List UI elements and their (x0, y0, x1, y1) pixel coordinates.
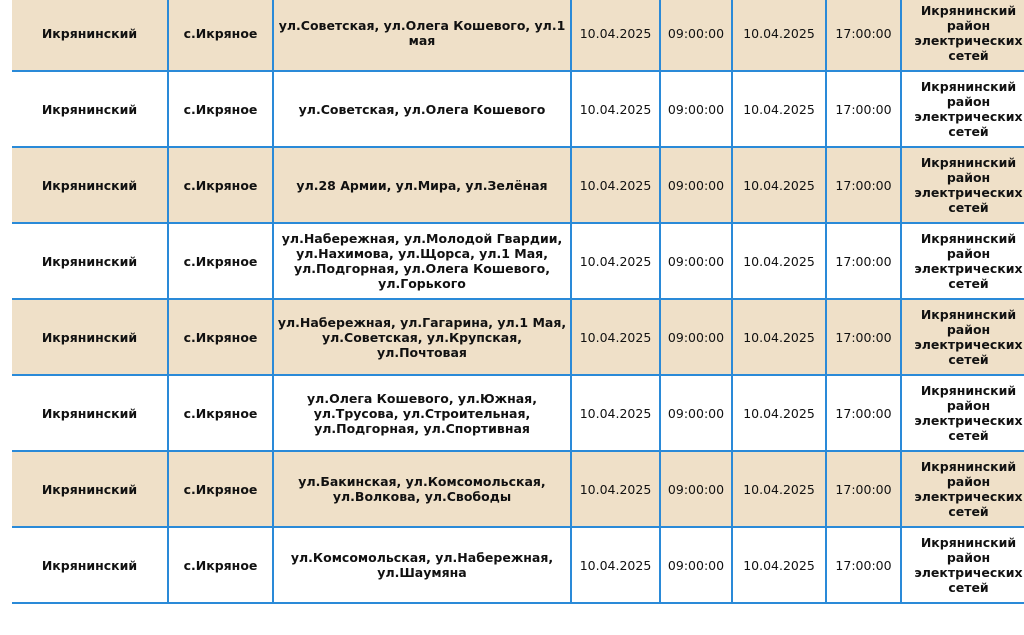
streets-cell: ул.28 Армии, ул.Мира, ул.Зелёная (273, 147, 571, 223)
organization-cell: Икрянинский район электрических сетей (901, 147, 1024, 223)
settlement-cell: с.Икряное (168, 451, 273, 527)
organization-cell: Икрянинский район электрических сетей (901, 71, 1024, 147)
district-cell: Икрянинский (12, 299, 168, 375)
district-cell: Икрянинский (12, 0, 168, 71)
end-date-cell: 10.04.2025 (732, 527, 826, 603)
start-date-cell: 10.04.2025 (571, 71, 660, 147)
end-time-cell: 17:00:00 (826, 299, 901, 375)
district-cell: Икрянинский (12, 451, 168, 527)
streets-cell: ул.Набережная, ул.Гагарина, ул.1 Мая, ул.Советская, ул.Крупская, ул.Почтовая (273, 299, 571, 375)
table-row (12, 451, 1024, 527)
table-row (12, 0, 1024, 71)
district-cell: Икрянинский (12, 527, 168, 603)
outage-schedule-table (12, 0, 1024, 604)
end-date-cell: 10.04.2025 (732, 223, 826, 299)
organization-cell: Икрянинский район электрических сетей (901, 0, 1024, 71)
start-date-cell: 10.04.2025 (571, 147, 660, 223)
district-cell: Икрянинский (12, 71, 168, 147)
settlement-cell: с.Икряное (168, 527, 273, 603)
start-time-cell: 09:00:00 (660, 147, 732, 223)
start-time-cell: 09:00:00 (660, 0, 732, 71)
start-time-cell: 09:00:00 (660, 299, 732, 375)
end-time-cell: 17:00:00 (826, 147, 901, 223)
end-date-cell: 10.04.2025 (732, 299, 826, 375)
settlement-cell: с.Икряное (168, 299, 273, 375)
end-time-cell: 17:00:00 (826, 451, 901, 527)
end-time-cell: 17:00:00 (826, 223, 901, 299)
start-date-cell: 10.04.2025 (571, 375, 660, 451)
end-time-cell: 17:00:00 (826, 0, 901, 71)
streets-cell: ул.Бакинская, ул.Комсомольская, ул.Волкова, ул.Свободы (273, 451, 571, 527)
streets-cell: ул.Советская, ул.Олега Кошевого, ул.1 мая (273, 0, 571, 71)
end-time-cell: 17:00:00 (826, 527, 901, 603)
streets-cell: ул.Набережная, ул.Молодой Гвардии, ул.Нахимова, ул.Щорса, ул.1 Мая, ул.Подгорная, ул.Олега Кошевого, ул.Горького (273, 223, 571, 299)
settlement-cell: с.Икряное (168, 223, 273, 299)
settlement-cell: с.Икряное (168, 71, 273, 147)
table-body (12, 0, 1024, 603)
start-date-cell: 10.04.2025 (571, 527, 660, 603)
table-row (12, 527, 1024, 603)
settlement-cell: с.Икряное (168, 0, 273, 71)
start-date-cell: 10.04.2025 (571, 223, 660, 299)
end-time-cell: 17:00:00 (826, 375, 901, 451)
end-time-cell: 17:00:00 (826, 71, 901, 147)
organization-cell: Икрянинский район электрических сетей (901, 375, 1024, 451)
district-cell: Икрянинский (12, 147, 168, 223)
start-time-cell: 09:00:00 (660, 451, 732, 527)
start-time-cell: 09:00:00 (660, 71, 732, 147)
end-date-cell: 10.04.2025 (732, 375, 826, 451)
organization-cell: Икрянинский район электрических сетей (901, 527, 1024, 603)
organization-cell: Икрянинский район электрических сетей (901, 451, 1024, 527)
settlement-cell: с.Икряное (168, 147, 273, 223)
start-time-cell: 09:00:00 (660, 223, 732, 299)
start-time-cell: 09:00:00 (660, 375, 732, 451)
streets-cell: ул.Олега Кошевого, ул.Южная, ул.Трусова, ул.Строительная, ул.Подгорная, ул.Спортивная (273, 375, 571, 451)
end-date-cell: 10.04.2025 (732, 451, 826, 527)
district-cell: Икрянинский (12, 223, 168, 299)
table-row (12, 223, 1024, 299)
start-date-cell: 10.04.2025 (571, 451, 660, 527)
end-date-cell: 10.04.2025 (732, 0, 826, 71)
settlement-cell: с.Икряное (168, 375, 273, 451)
start-date-cell: 10.04.2025 (571, 0, 660, 71)
table-row (12, 375, 1024, 451)
start-date-cell: 10.04.2025 (571, 299, 660, 375)
start-time-cell: 09:00:00 (660, 527, 732, 603)
district-cell: Икрянинский (12, 375, 168, 451)
organization-cell: Икрянинский район электрических сетей (901, 223, 1024, 299)
table-row (12, 299, 1024, 375)
streets-cell: ул.Советская, ул.Олега Кошевого (273, 71, 571, 147)
table-row (12, 147, 1024, 223)
end-date-cell: 10.04.2025 (732, 147, 826, 223)
table-row (12, 71, 1024, 147)
streets-cell: ул.Комсомольская, ул.Набережная, ул.Шаумяна (273, 527, 571, 603)
organization-cell: Икрянинский район электрических сетей (901, 299, 1024, 375)
end-date-cell: 10.04.2025 (732, 71, 826, 147)
